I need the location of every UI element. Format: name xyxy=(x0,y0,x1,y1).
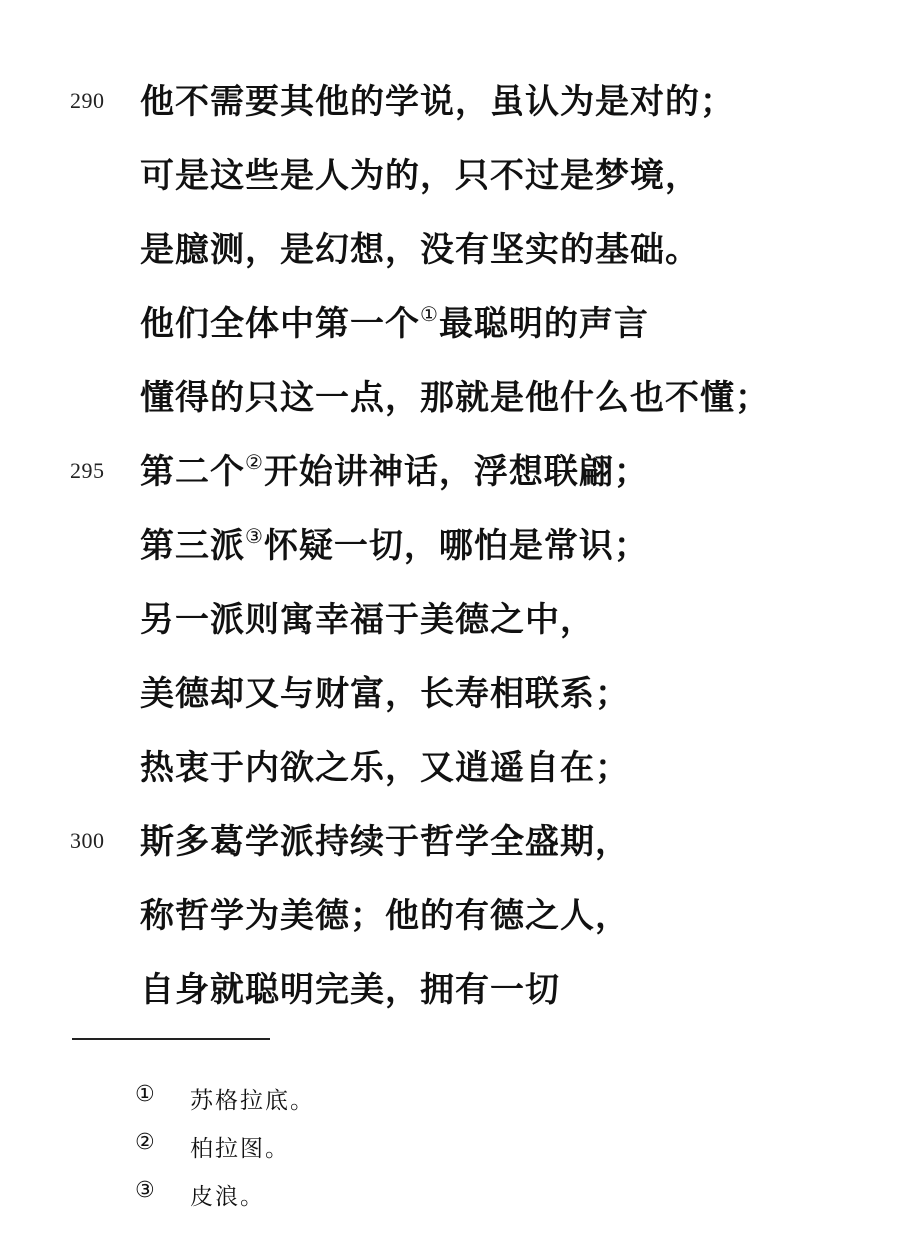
footnote-reference: ③ xyxy=(245,524,264,548)
footnote-divider xyxy=(72,1038,270,1040)
line-number: 290 xyxy=(70,88,105,113)
line-number: 300 xyxy=(70,828,105,853)
footnote xyxy=(0,1174,900,1214)
verse-text-start: 第二个 xyxy=(140,452,245,492)
footnote xyxy=(0,1078,900,1118)
verse-text xyxy=(140,444,649,493)
verse-text xyxy=(140,518,649,567)
footnote-marker: ① xyxy=(135,1082,155,1107)
verse-line xyxy=(0,286,900,360)
verse-line xyxy=(0,582,900,656)
verse-text: 另一派则寓幸福于美德之中， xyxy=(140,600,595,640)
verse-line xyxy=(0,804,900,878)
verse-line xyxy=(0,508,900,582)
verse-line xyxy=(0,952,900,1026)
footnote-marker: ② xyxy=(135,1130,155,1155)
verse-text: 美德却又与财富，长寿相联系； xyxy=(140,674,630,714)
line-number: 295 xyxy=(70,458,105,483)
footnote-marker: ③ xyxy=(135,1178,155,1203)
verse-line xyxy=(0,878,900,952)
footnote-reference: ② xyxy=(245,450,264,474)
verse-text-start: 第三派 xyxy=(140,526,245,566)
verse-line xyxy=(0,730,900,804)
verse-text: 可是这些是人为的，只不过是梦境， xyxy=(140,156,700,196)
verse-text: 他不需要其他的学说，虽认为是对的； xyxy=(140,82,735,122)
verse-line xyxy=(0,138,900,212)
verse-text-start: 他们全体中第一个 xyxy=(140,304,420,344)
verse-line xyxy=(0,64,900,138)
verse-text: 称哲学为美德；他的有德之人， xyxy=(140,896,630,936)
verse-text: 斯多葛学派持续于哲学全盛期， xyxy=(140,822,630,862)
verse-line xyxy=(0,360,900,434)
verse-text xyxy=(140,296,649,345)
verse-line xyxy=(0,434,900,508)
verse-line xyxy=(0,656,900,730)
verse-text: 自身就聪明完美，拥有一切 xyxy=(140,970,560,1010)
footnote-reference: ① xyxy=(420,302,439,326)
verse-text: 懂得的只这一点，那就是他什么也不懂； xyxy=(140,378,770,418)
verse-text-end: 开始讲神话，浮想联翩； xyxy=(263,452,649,492)
footnote-text: 苏格拉底。 xyxy=(190,1088,315,1114)
verse-text: 是臆测，是幻想，没有坚实的基础。 xyxy=(140,230,700,270)
footnote xyxy=(0,1126,900,1166)
verse-line xyxy=(0,212,900,286)
verse-text-end: 最聪明的声言 xyxy=(438,304,649,344)
footnote-text: 柏拉图。 xyxy=(190,1136,290,1162)
verse-text-end: 怀疑一切，哪怕是常识； xyxy=(263,526,649,566)
verse-text: 热衷于内欲之乐，又逍遥自在； xyxy=(140,748,630,788)
footnote-text: 皮浪。 xyxy=(190,1184,265,1210)
